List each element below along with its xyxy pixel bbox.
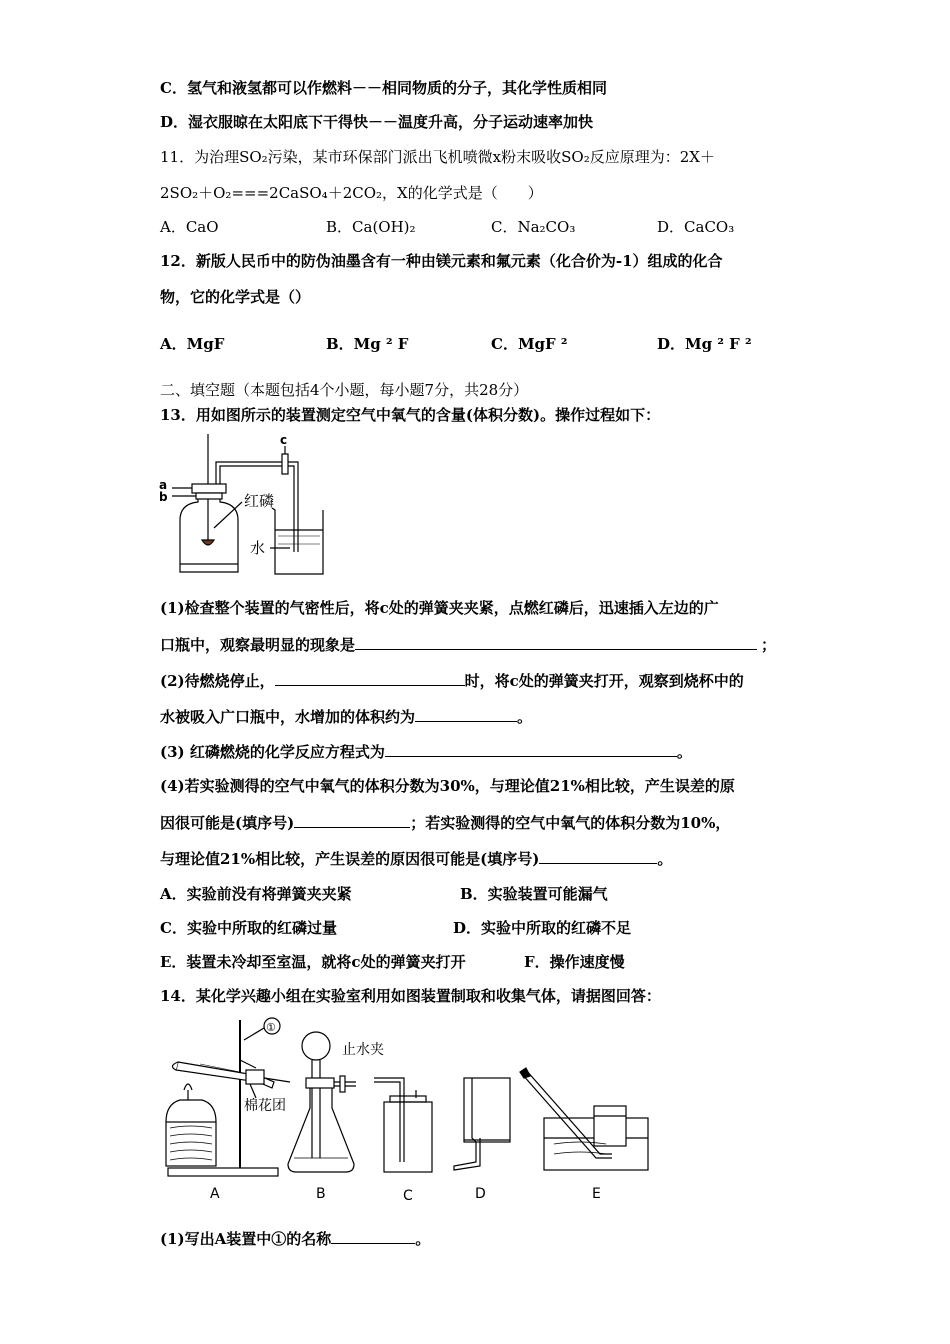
fig-label-water-clamp: 止水夹	[342, 1042, 384, 1058]
q13-stem: 13．用如图所示的装置测定空气中氧气的含量(体积分数)。操作过程如下：	[160, 406, 661, 424]
fig-label-water: 水	[250, 539, 266, 557]
fig-label-circled-1: ①	[266, 1021, 276, 1034]
q13-p4-line1: (4)若实验测得的空气中氧气的体积分数为30%，与理论值21%相比较，产生误差的原	[160, 777, 735, 795]
q14-apparatus-figure	[160, 1012, 670, 1204]
q11-option-c: C．Na₂CO₃	[491, 218, 576, 236]
q11-option-d: D．CaCO₃	[657, 218, 735, 236]
fig-label-A: A	[210, 1186, 220, 1202]
q13-p4-answer-blank-1[interactable]	[294, 812, 410, 828]
q12-option-b: B．Mg ² F	[326, 335, 409, 353]
q13-p3-line	[160, 741, 692, 762]
q13-p2-answer-blank-2[interactable]	[415, 706, 517, 722]
q13-choice-c: C．实验中所取的红磷过量	[160, 919, 337, 937]
q13-p2-text-c: 水被吸入广口瓶中，水增加的体积约为	[160, 708, 416, 726]
q13-p4-line3	[160, 848, 672, 869]
q12-stem-line1: 12．新版人民币中的防伪油墨含有一种由镁元素和氟元素（化合价为-1）组成的化合	[160, 252, 723, 270]
q12-stem-line2: 物，它的化学式是（）	[160, 288, 311, 306]
q13-p3-text: (3) 红磷燃烧的化学反应方程式为	[160, 743, 385, 761]
q13-p4-text-c: 与理论值21%相比较，产生误差的原因很可能是(填序号)	[160, 850, 540, 868]
q14-p1-answer-blank[interactable]	[331, 1228, 415, 1244]
q13-apparatus-figure	[158, 432, 330, 580]
q12-option-c: C．MgF ²	[491, 335, 568, 353]
q13-p4-line2	[160, 812, 730, 833]
q13-p2-text-b: 时，将c处的弹簧夹打开，观察到烧杯中的	[464, 672, 744, 690]
q13-p1-line2	[160, 634, 776, 655]
q10-option-c: C．氢气和液氢都可以作燃料－－相同物质的分子，其化学性质相同	[160, 79, 607, 97]
q14-p1-line	[160, 1228, 430, 1249]
fig-label-a: a	[159, 478, 168, 492]
q13-p4-answer-blank-2[interactable]	[539, 848, 657, 864]
fig-label-red-phosphorus: 红磷	[244, 492, 275, 510]
q14-p1-text: (1)写出A装置中①的名称	[160, 1230, 332, 1248]
q13-choice-b: B．实验装置可能漏气	[460, 885, 608, 903]
fig-label-cotton: 棉花团	[244, 1098, 286, 1114]
q12-option-a: A．MgF	[160, 335, 225, 353]
q11-option-b: B．Ca(OH)₂	[326, 218, 416, 236]
q11-option-a: A．CaO	[160, 218, 219, 236]
fig-label-b: b	[159, 490, 168, 504]
q13-p2-end: 。	[517, 708, 533, 726]
fig-label-C: C	[403, 1188, 413, 1204]
q13-p1-text: 口瓶中，观察最明显的现象是	[160, 636, 356, 654]
fig-label-E: E	[592, 1186, 601, 1202]
q13-choice-d: D．实验中所取的红磷不足	[453, 919, 632, 937]
q13-p3-answer-blank[interactable]	[385, 741, 677, 757]
section-heading: 二、填空题（本题包括4个小题，每小题7分，共28分）	[160, 381, 529, 399]
q13-p2-line2	[160, 706, 532, 727]
q14-p1-end: 。	[415, 1230, 431, 1248]
fig-label-B: B	[316, 1186, 326, 1202]
fig-label-c: c	[280, 433, 288, 447]
q13-p4-text-a: 因很可能是(填序号)	[160, 814, 295, 832]
q13-p1-end: ；	[761, 636, 777, 654]
fig-label-D: D	[475, 1186, 486, 1202]
q10-option-d: D．湿衣服晾在太阳底下干得快－－温度升高，分子运动速率加快	[160, 113, 594, 131]
q12-option-d: D．Mg ² F ²	[657, 335, 752, 353]
q13-choice-e: E．装置未冷却至室温，就将c处的弹簧夹打开	[160, 953, 466, 971]
q11-stem-line1: 11．为治理SO₂污染，某市环保部门派出飞机喷微x粉末吸收SO₂反应原理为：2X＋	[160, 148, 715, 166]
q14-stem: 14．某化学兴趣小组在实验室利用如图装置制取和收集气体，请据图回答：	[160, 987, 661, 1005]
q13-p4-text-b: ；若实验测得的空气中氧气的体积分数为10%，	[410, 814, 731, 832]
q13-p2-text-a: (2)待燃烧停止，	[160, 672, 275, 690]
q13-choice-a: A．实验前没有将弹簧夹夹紧	[160, 885, 352, 903]
q13-choice-f: F．操作速度慢	[524, 953, 625, 971]
q13-p3-end: 。	[676, 743, 692, 761]
q13-p2-line1	[160, 670, 744, 691]
q13-p1-answer-blank[interactable]	[355, 634, 757, 650]
q13-p4-end: 。	[657, 850, 673, 868]
q11-stem-line2: 2SO₂＋O₂===2CaSO₄＋2CO₂，X的化学式是（ ）	[160, 184, 543, 202]
q13-p2-answer-blank-1[interactable]	[275, 670, 465, 686]
q13-p1-line1: (1)检查整个装置的气密性后，将c处的弹簧夹夹紧，点燃红磷后，迅速插入左边的广	[160, 599, 719, 617]
